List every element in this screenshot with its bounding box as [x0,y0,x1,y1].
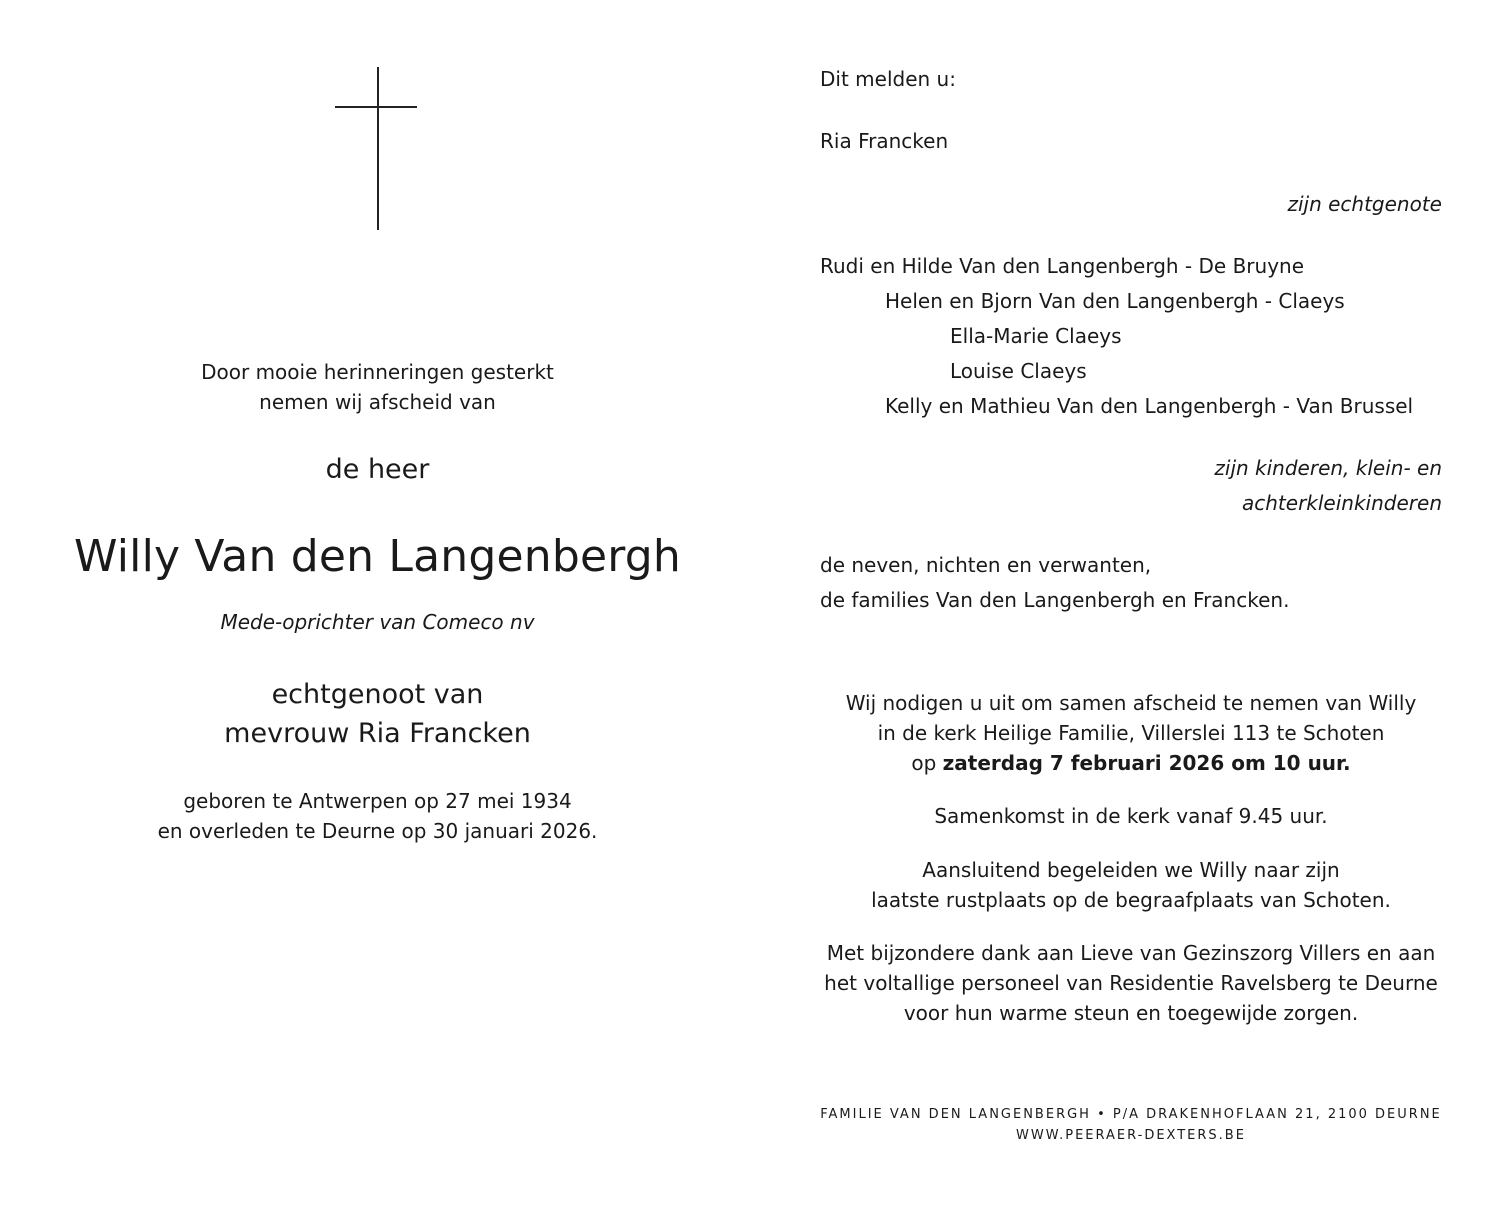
deceased-name: Willy Van den Langenbergh [73,531,681,582]
burial-line-2: laatste rustplaats op de begraafplaats van Schoten. [871,888,1391,912]
spouse-name: Ria Francken [820,129,949,153]
invitation-line-2: in de kerk Heilige Familie, Villerslei 113 te Schoten [877,721,1385,745]
family-role-line-2: achterkleinkinderen [1242,491,1442,515]
thanks-line-2: het voltallige personeel van Residentie Ravelsberg te Deurne [824,971,1438,995]
footer [820,1104,1442,1146]
intro-line-2: nemen wij afscheid van [259,390,496,414]
family-member: Helen en Bjorn Van den Langenbergh - Claeys [885,289,1345,313]
announce-line: Dit melden u: [820,67,956,91]
spouse-role: zijn echtgenote [1287,192,1442,216]
invitation-datetime: zaterdag 7 februari 2026 om 10 uur. [942,751,1351,775]
honorific: de heer [325,454,430,485]
cross-horizontal-bar [335,106,417,108]
footer-address: FAMILIE VAN DEN LANGENBERGH • P/A DRAKENHOFLAAN 21, 2100 DEURNE [820,1107,1442,1122]
gathering-text: Samenkomst in de kerk vanaf 9.45 uur. [934,804,1328,828]
birth-line: geboren te Antwerpen op 27 mei 1934 [183,789,572,813]
invitation [820,688,1442,778]
spouse-line-1: echtgenoot van [271,679,484,710]
death-line: en overleden te Deurne op 30 januari 2026. [157,819,598,843]
family-member: Louise Claeys [950,359,1087,383]
family-member: Rudi en Hilde Van den Langenbergh - De Bruyne [820,254,1305,278]
thanks-line-1: Met bijzondere dank aan Lieve van Gezinszorg Villers en aan [826,941,1436,965]
family-member: Ella-Marie Claeys [950,324,1122,348]
family-role-line-1: zijn kinderen, klein- en [1214,456,1442,480]
invitation-line-1: Wij nodigen u uit om samen afscheid te nemen van Willy [845,691,1417,715]
invitation-line-3 [820,748,1442,778]
spouse-line-2: mevrouw Ria Francken [224,718,531,749]
intro-line-1: Door mooie herinneringen gesterkt [201,360,554,384]
spouse-info [40,675,715,753]
invitation-prefix: op [911,751,937,775]
intro-text [40,357,715,417]
cross-vertical-bar [377,67,379,230]
burial-line-1: Aansluitend begeleiden we Willy naar zijn [922,858,1340,882]
life-dates [40,786,715,846]
deceased-role: Mede-oprichter van Comeco nv [220,610,535,634]
burial-text [820,855,1442,915]
thanks-line-3: voor hun warme steun en toegewijde zorgen. [903,1001,1359,1025]
thanks-text [820,938,1442,1028]
relatives-line-1: de neven, nichten en verwanten, [820,553,1152,577]
family-member: Kelly en Mathieu Van den Langenbergh - Van Brussel [885,394,1414,418]
footer-website: WWW.PEERAER-DEXTERS.BE [1016,1128,1246,1143]
relatives-line-2: de families Van den Langenbergh en Francken. [820,588,1290,612]
